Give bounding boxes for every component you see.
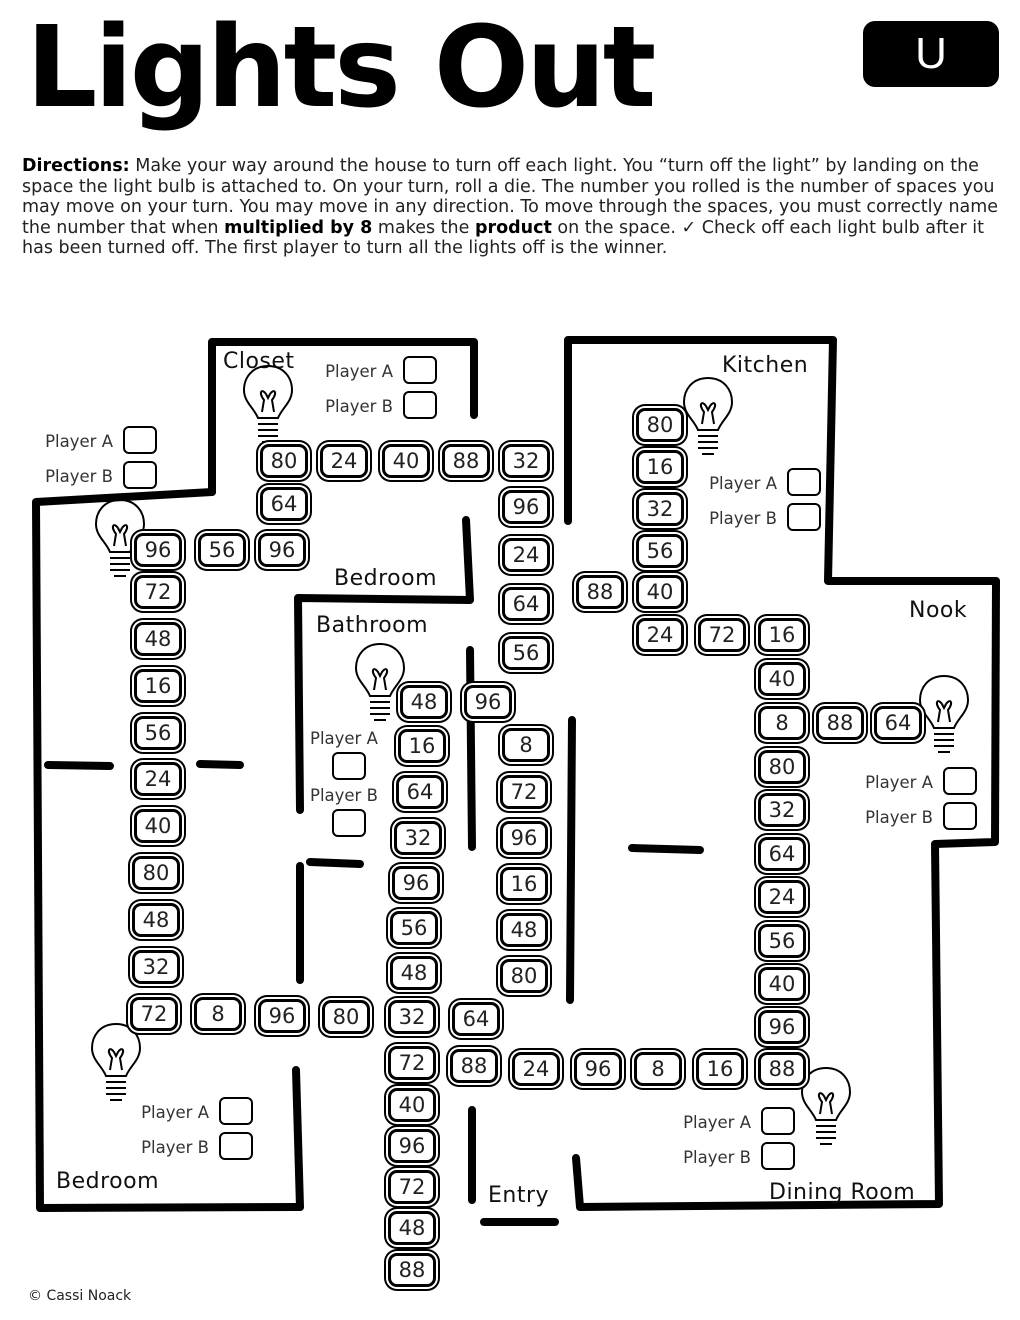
board-space[interactable]: 96 — [574, 1052, 622, 1086]
board-space[interactable]: 16 — [398, 729, 446, 763]
board-space[interactable]: 48 — [132, 903, 180, 937]
checkboxes-dining-room — [664, 1107, 799, 1177]
board-space[interactable]: 40 — [382, 444, 430, 478]
player-b-label: Player B — [709, 509, 777, 528]
room-label-closet: Closet — [223, 349, 295, 374]
board-space[interactable]: 88 — [388, 1253, 436, 1287]
board-space[interactable]: 48 — [500, 913, 548, 947]
player-a-checkbox[interactable] — [787, 468, 821, 496]
player-a-checkbox[interactable] — [332, 752, 366, 780]
room-label-bedroom-lower: Bedroom — [56, 1169, 160, 1194]
board-space[interactable]: 72 — [388, 1046, 436, 1080]
board-space[interactable]: 96 — [258, 999, 306, 1033]
board-space[interactable]: 48 — [390, 956, 438, 990]
board-space[interactable]: 56 — [390, 911, 438, 945]
light-bulb-icon — [680, 374, 736, 460]
board-space[interactable]: 80 — [260, 444, 308, 478]
player-a-label: Player A — [325, 362, 393, 381]
board-space[interactable]: 40 — [388, 1088, 436, 1122]
board-space[interactable]: 80 — [500, 959, 548, 993]
room-label-dining-room: Dining Room — [769, 1180, 916, 1205]
board-space[interactable]: 16 — [636, 450, 684, 484]
board-space[interactable]: 96 — [464, 685, 512, 719]
player-b-label: Player B — [45, 467, 113, 486]
board-space[interactable]: 88 — [450, 1049, 498, 1083]
board-space[interactable]: 16 — [758, 618, 806, 652]
board-space[interactable]: 96 — [502, 490, 550, 524]
board-space[interactable]: 64 — [502, 587, 550, 621]
board-space[interactable]: 72 — [130, 997, 178, 1031]
directions-bold-product: product — [474, 217, 552, 238]
board-space[interactable]: 56 — [198, 533, 246, 567]
board-space[interactable]: 56 — [134, 716, 182, 750]
board-space[interactable]: 8 — [758, 706, 806, 740]
player-a-label: Player A — [865, 773, 933, 792]
player-a-label: Player A — [141, 1103, 209, 1122]
board-space[interactable]: 56 — [758, 924, 806, 958]
board-space[interactable]: 24 — [502, 538, 550, 572]
player-a-checkbox[interactable] — [403, 356, 437, 384]
player-a-checkbox[interactable] — [761, 1107, 795, 1135]
board-space[interactable]: 16 — [134, 669, 182, 703]
board-space[interactable]: 96 — [500, 821, 548, 855]
board-space[interactable]: 24 — [134, 762, 182, 796]
board-space[interactable]: 32 — [132, 950, 180, 984]
board-space[interactable]: 32 — [388, 1000, 436, 1034]
copyright-credit: © Cassi Noack — [28, 1288, 132, 1304]
board-space[interactable]: 48 — [388, 1211, 436, 1245]
board-space[interactable]: 24 — [320, 444, 368, 478]
player-a-label: Player A — [683, 1113, 751, 1132]
version-badge: U — [863, 21, 999, 87]
board-space[interactable]: 8 — [502, 728, 550, 762]
board-space[interactable]: 96 — [134, 533, 182, 567]
checkboxes-nook — [846, 767, 981, 837]
player-b-checkbox[interactable] — [787, 503, 821, 531]
board-space[interactable]: 16 — [500, 867, 548, 901]
light-bulb-icon — [240, 362, 296, 448]
player-b-label: Player B — [141, 1138, 209, 1157]
board-space[interactable]: 40 — [758, 967, 806, 1001]
page-title: Lights Out — [26, 3, 654, 133]
board-space[interactable]: 72 — [500, 775, 548, 809]
board-space[interactable]: 96 — [392, 866, 440, 900]
board-space[interactable]: 80 — [322, 1000, 370, 1034]
board-space[interactable]: 16 — [696, 1052, 744, 1086]
board-space[interactable]: 48 — [134, 622, 182, 656]
board-space[interactable]: 8 — [194, 997, 242, 1031]
board-space[interactable]: 96 — [258, 533, 306, 567]
player-b-checkbox[interactable] — [943, 802, 977, 830]
board-space[interactable]: 72 — [388, 1170, 436, 1204]
board-space[interactable]: 64 — [260, 487, 308, 521]
board-space[interactable]: 80 — [636, 408, 684, 442]
board-space[interactable]: 8 — [634, 1052, 682, 1086]
board-space[interactable]: 24 — [512, 1052, 560, 1086]
player-a-label: Player A — [310, 729, 378, 748]
board-space[interactable]: 88 — [758, 1052, 806, 1086]
board-space[interactable]: 32 — [636, 492, 684, 526]
player-a-checkbox[interactable] — [943, 767, 977, 795]
directions-bold-multiplied: multiplied by 8 — [224, 217, 373, 238]
directions-part-2: makes the — [372, 217, 475, 238]
player-a-label: Player A — [709, 474, 777, 493]
board-space[interactable]: 32 — [502, 444, 550, 478]
board-space[interactable]: 24 — [758, 880, 806, 914]
board-space[interactable]: 80 — [758, 750, 806, 784]
board-space[interactable]: 32 — [758, 793, 806, 827]
room-label-kitchen: Kitchen — [722, 353, 809, 378]
player-b-checkbox[interactable] — [219, 1132, 253, 1160]
room-label-bedroom-upper: Bedroom — [334, 566, 438, 591]
room-label-entry: Entry — [488, 1183, 550, 1208]
player-b-checkbox[interactable] — [403, 391, 437, 419]
board-space[interactable]: 96 — [758, 1010, 806, 1044]
board-space[interactable]: 64 — [452, 1002, 500, 1036]
board-space[interactable]: 72 — [698, 618, 746, 652]
directions-label: Directions: — [22, 156, 130, 176]
board-space[interactable]: 64 — [758, 837, 806, 871]
board-space[interactable]: 64 — [396, 775, 444, 809]
board-space[interactable]: 72 — [134, 575, 182, 609]
player-b-label: Player B — [310, 786, 378, 805]
board-space[interactable]: 64 — [874, 706, 922, 740]
board-space[interactable]: 24 — [636, 618, 684, 652]
board-space[interactable]: 56 — [636, 534, 684, 568]
board-space[interactable]: 48 — [400, 685, 448, 719]
room-label-bathroom: Bathroom — [316, 613, 429, 638]
player-a-checkbox[interactable] — [123, 426, 157, 454]
light-bulb-icon — [916, 672, 972, 758]
checkboxes-bedroom-lower — [122, 1097, 257, 1167]
board-space[interactable]: 88 — [442, 444, 490, 478]
board-space[interactable]: 96 — [388, 1129, 436, 1163]
checkboxes-bedroom-upper — [26, 426, 161, 496]
board-space[interactable]: 32 — [394, 821, 442, 855]
board-space[interactable]: 56 — [502, 636, 550, 670]
player-a-checkbox[interactable] — [219, 1097, 253, 1125]
checkboxes-closet — [306, 356, 441, 426]
player-b-label: Player B — [683, 1148, 751, 1167]
light-bulb-icon — [798, 1064, 854, 1150]
board-space[interactable]: 88 — [816, 706, 864, 740]
checkboxes-bathroom — [310, 729, 400, 837]
player-a-label: Player A — [45, 432, 113, 451]
player-b-label: Player B — [325, 397, 393, 416]
board-space[interactable]: 40 — [758, 662, 806, 696]
board-space[interactable]: 40 — [636, 575, 684, 609]
player-b-checkbox[interactable] — [761, 1142, 795, 1170]
checkboxes-kitchen — [690, 468, 825, 538]
light-bulb-icon — [88, 1020, 144, 1106]
directions-part-1: Make your way around the house to turn off each light. You “turn off the light” by landing on the space the light bulb is attached to. On your turn, roll a die. The number you rolled is the number of spaces you may move on your turn. You may move in any direction. To move through the spaces, you must correctly name the number that when — [22, 156, 999, 238]
board-space[interactable]: 80 — [132, 856, 180, 890]
player-b-checkbox[interactable] — [332, 809, 366, 837]
room-label-nook: Nook — [909, 598, 968, 623]
board-space[interactable]: 40 — [134, 809, 182, 843]
player-b-label: Player B — [865, 808, 933, 827]
player-b-checkbox[interactable] — [123, 461, 157, 489]
directions-part-3: on the space. ✓ Check off each light bulb after it has been turned off. The first player to turn all the lights off is the winner. — [22, 217, 984, 258]
board-space[interactable]: 88 — [576, 575, 624, 609]
